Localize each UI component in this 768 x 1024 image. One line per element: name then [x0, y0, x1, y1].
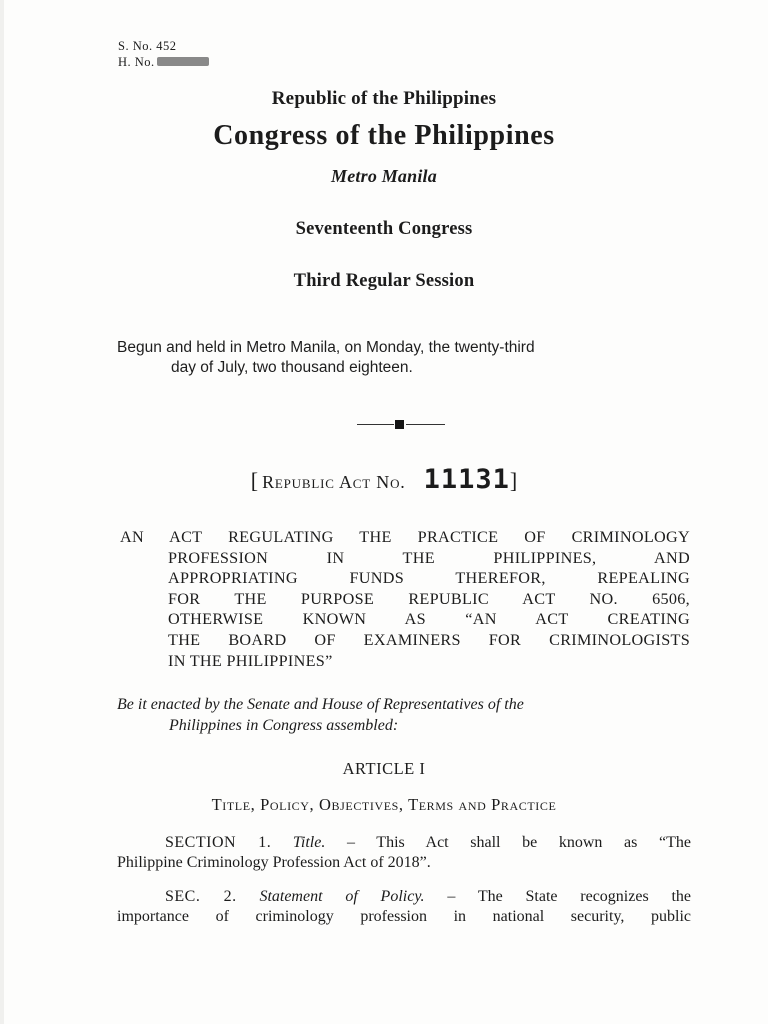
article-heading: Title, Policy, Objectives, Terms and Practice — [211, 795, 557, 814]
close-bracket: ] — [509, 468, 518, 493]
divider-line-right — [406, 424, 445, 425]
begun-line-2: day of July, two thousand eighteen. — [171, 359, 413, 376]
republic-act-label: Republic Act No. — [262, 472, 406, 492]
house-bill-number — [118, 54, 209, 70]
enacting-clause-line-1: Be it enacted by the Senate and House of Representatives of the — [117, 696, 524, 713]
divider-line-left — [357, 424, 394, 425]
section-1-line-1 — [117, 833, 691, 853]
divider-square-icon — [395, 420, 404, 429]
location-heading: Metro Manila — [331, 166, 437, 186]
section-2-label: SEC. 2. — [165, 888, 237, 905]
section-1-label: SECTION 1. — [165, 834, 272, 851]
section-1-line-2: Philippine Criminology Profession Act of 2018”. — [117, 854, 431, 871]
open-bracket: [ — [250, 468, 259, 493]
session-heading: Third Regular Session — [293, 271, 475, 291]
act-title-line: APPROPRIATING FUNDS THEREFOR, REPEALING — [168, 569, 690, 588]
section-2-text-1: – The State recognizes the — [424, 888, 692, 905]
act-title — [120, 527, 690, 671]
republic-heading: Republic of the Philippines — [271, 88, 497, 109]
bill-numbers — [118, 38, 209, 70]
republic-act-number: 11131 — [423, 464, 510, 495]
section-1-text-1: – This Act shall be known as “The — [325, 834, 692, 851]
ornament-divider — [357, 419, 445, 431]
republic-act-heading — [0, 464, 768, 495]
section-2 — [117, 887, 691, 927]
enacting-clause-line-2: Philippines in Congress assembled: — [169, 717, 399, 734]
house-bill-number-smudged — [157, 57, 209, 66]
enacting-clause — [117, 694, 691, 736]
congress-number-heading: Seventeenth Congress — [295, 219, 473, 239]
act-title-line: OTHERWISE KNOWN AS “AN ACT CREATING — [168, 610, 690, 629]
act-title-line: IN THE PHILIPPINES” — [168, 651, 333, 670]
begun-line-1: Begun and held in Metro Manila, on Monday, the twenty-third — [117, 339, 535, 356]
act-title-line: FOR THE PURPOSE REPUBLIC ACT NO. 6506, — [168, 589, 690, 608]
section-2-title: Statement of Policy. — [259, 888, 425, 905]
act-title-line: PROFESSION IN THE PHILIPPINES, AND — [168, 548, 690, 567]
section-2-line-2: importance of criminology profession in national security, public — [117, 908, 691, 925]
begun-statement — [117, 338, 697, 378]
senate-bill-number: S. No. 452 — [118, 39, 177, 53]
house-bill-prefix: H. No. — [118, 55, 155, 69]
act-title-line: THE BOARD OF EXAMINERS FOR CRIMINOLOGISTS — [168, 630, 690, 649]
article-number: ARTICLE I — [342, 759, 426, 778]
act-title-line: AN ACT REGULATING THE PRACTICE OF CRIMINOLOGY — [120, 528, 690, 546]
section-1-title: Title. — [292, 834, 326, 851]
congress-heading: Congress of the Philippines — [213, 120, 555, 151]
section-1 — [117, 833, 691, 873]
section-2-line-1 — [117, 887, 691, 907]
scan-edge — [0, 0, 4, 1024]
